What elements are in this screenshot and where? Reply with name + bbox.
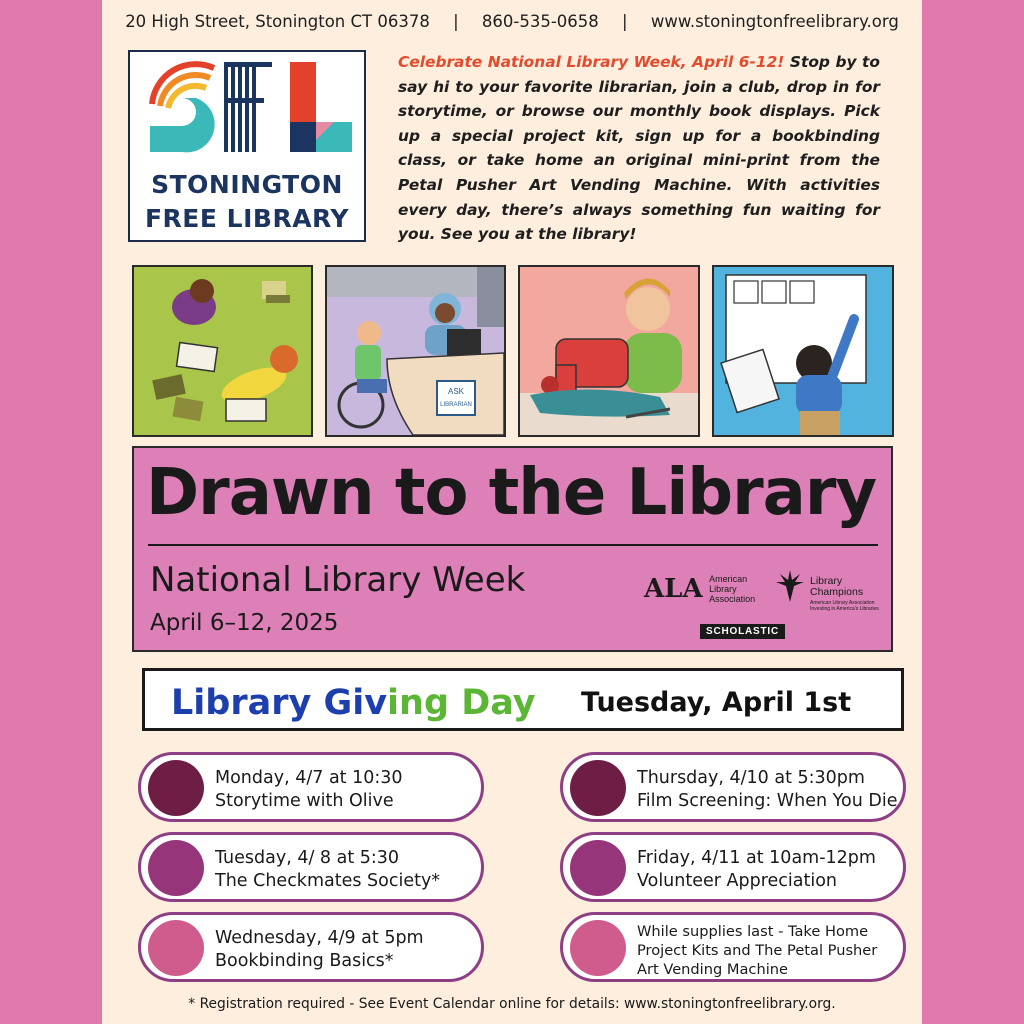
banner-title: Drawn to the Library [146, 456, 877, 530]
event-title-continued: Art Vending Machine [637, 961, 788, 978]
logo-f-arm [224, 98, 264, 103]
book-illustration [152, 374, 186, 400]
logo-f-arm [224, 62, 272, 67]
person-body [624, 333, 682, 393]
intro-paragraph [398, 50, 880, 247]
address: 20 High Street, Stonington CT 06378 [125, 12, 430, 31]
champions-book-icon [774, 566, 806, 606]
event-dot [570, 920, 626, 976]
giving-day-date: Tuesday, April 1st [581, 687, 852, 718]
illustration-kids-reading [132, 265, 313, 437]
sfl-logo-mark [130, 52, 364, 160]
giving-day-logo-part1: Library Giv [171, 683, 388, 723]
event-title: Storytime with Olive [215, 791, 394, 811]
illustration-comic-drawing [712, 265, 894, 437]
event-dot [570, 760, 626, 816]
event-card-thursday [560, 752, 906, 822]
phone-number[interactable]: 860-535-0658 [481, 12, 599, 31]
logo-f-line [231, 62, 235, 152]
computer-monitor [447, 329, 481, 357]
ala-text-line2: Library [709, 584, 737, 594]
ala-text-line3: Association [709, 594, 756, 604]
ala-logo [644, 574, 755, 604]
library-champions-logo [774, 566, 884, 611]
sign-text: ASK [447, 387, 465, 396]
national-library-week-banner [132, 446, 893, 652]
book-illustration [172, 397, 203, 422]
logo-f-line [224, 62, 228, 152]
event-card-monday [138, 752, 484, 822]
scholastic-logo: SCHOLASTIC [700, 624, 785, 639]
flyer-sheet [102, 0, 922, 1024]
illustration-ask-librarian [325, 265, 506, 437]
ala-text-line1: American [709, 574, 748, 584]
open-book [177, 342, 218, 371]
champions-text-line2: Champions [810, 586, 864, 598]
giving-day-logo [171, 683, 536, 723]
event-datetime: Thursday, 4/10 at 5:30pm [637, 768, 865, 788]
child-head [190, 279, 214, 303]
library-logo [128, 50, 366, 242]
champions-fine-line1: American Library Association [810, 600, 875, 606]
logo-f-line [252, 62, 256, 152]
child-body [355, 345, 381, 381]
event-dot [148, 760, 204, 816]
separator: | [622, 12, 628, 31]
logo-f-line [238, 62, 242, 152]
logo-name-line1: STONINGTON [151, 170, 343, 199]
event-dot [148, 840, 204, 896]
event-title: Volunteer Appreciation [637, 871, 838, 891]
book-illustration [266, 295, 290, 303]
logo-name-line2: FREE LIBRARY [144, 204, 350, 233]
champions-text-line1: Library [810, 575, 843, 587]
logo-l-stem [290, 62, 316, 122]
child-head [270, 345, 298, 373]
event-datetime: Wednesday, 4/9 at 5pm [215, 928, 424, 948]
separator: | [453, 12, 459, 31]
ala-mark: ALA [644, 574, 703, 604]
child-head [357, 321, 381, 345]
event-card-wednesday [138, 912, 484, 982]
intro-highlight: Celebrate National Library Week, April 6-12! [398, 53, 785, 71]
logo-f-line [245, 62, 249, 152]
registration-footnote: * Registration required - See Event Calendar online for details: www.stoningtonfreelibrary.org. [188, 996, 836, 1012]
child-body [796, 375, 842, 415]
banner-subtitle: National Library Week [150, 560, 526, 600]
open-book [226, 399, 266, 421]
logo-s-bowl [150, 98, 215, 152]
intro-body: Stop by to say hi to your favorite librarian, join a club, drop in for storytime, or browse our monthly book displays. Pick up a special project kit, sign up for a bookbinding class, or take home an original mini-print from the Petal Pusher Art Vending Machine. With activities every day, there’s always something fun waiting for you. See you at the library! [398, 53, 880, 244]
banner-dates: April 6–12, 2025 [150, 610, 339, 636]
library-giving-day-box [142, 668, 904, 731]
event-card-ongoing [560, 912, 906, 982]
event-datetime: Monday, 4/7 at 10:30 [215, 768, 403, 788]
event-datetime: While supplies last - Take Home [637, 923, 869, 940]
event-datetime: Tuesday, 4/ 8 at 5:30 [215, 848, 400, 868]
event-title: The Checkmates Society* [215, 871, 441, 891]
contact-bar [102, 12, 922, 31]
event-card-friday [560, 832, 906, 902]
event-card-tuesday [138, 832, 484, 902]
event-title: Bookbinding Basics* [215, 951, 394, 971]
event-dot [570, 840, 626, 896]
event-title: Film Screening: When You Die [637, 791, 898, 811]
banner-divider [148, 544, 878, 546]
event-datetime: Friday, 4/11 at 10am-12pm [637, 848, 876, 868]
champions-fine-line2: Investing in America's Libraries [810, 606, 879, 612]
event-title: Project Kits and The Petal Pusher [637, 942, 878, 959]
sign-text: LIBRARIAN [440, 402, 472, 408]
illustration-sewing [518, 265, 700, 437]
person-head [626, 287, 670, 331]
website-link[interactable]: www.stoningtonfreelibrary.org [650, 12, 899, 31]
giving-day-logo-part2: ing Day [387, 683, 536, 723]
event-dot [148, 920, 204, 976]
logo-l-base [290, 122, 316, 152]
